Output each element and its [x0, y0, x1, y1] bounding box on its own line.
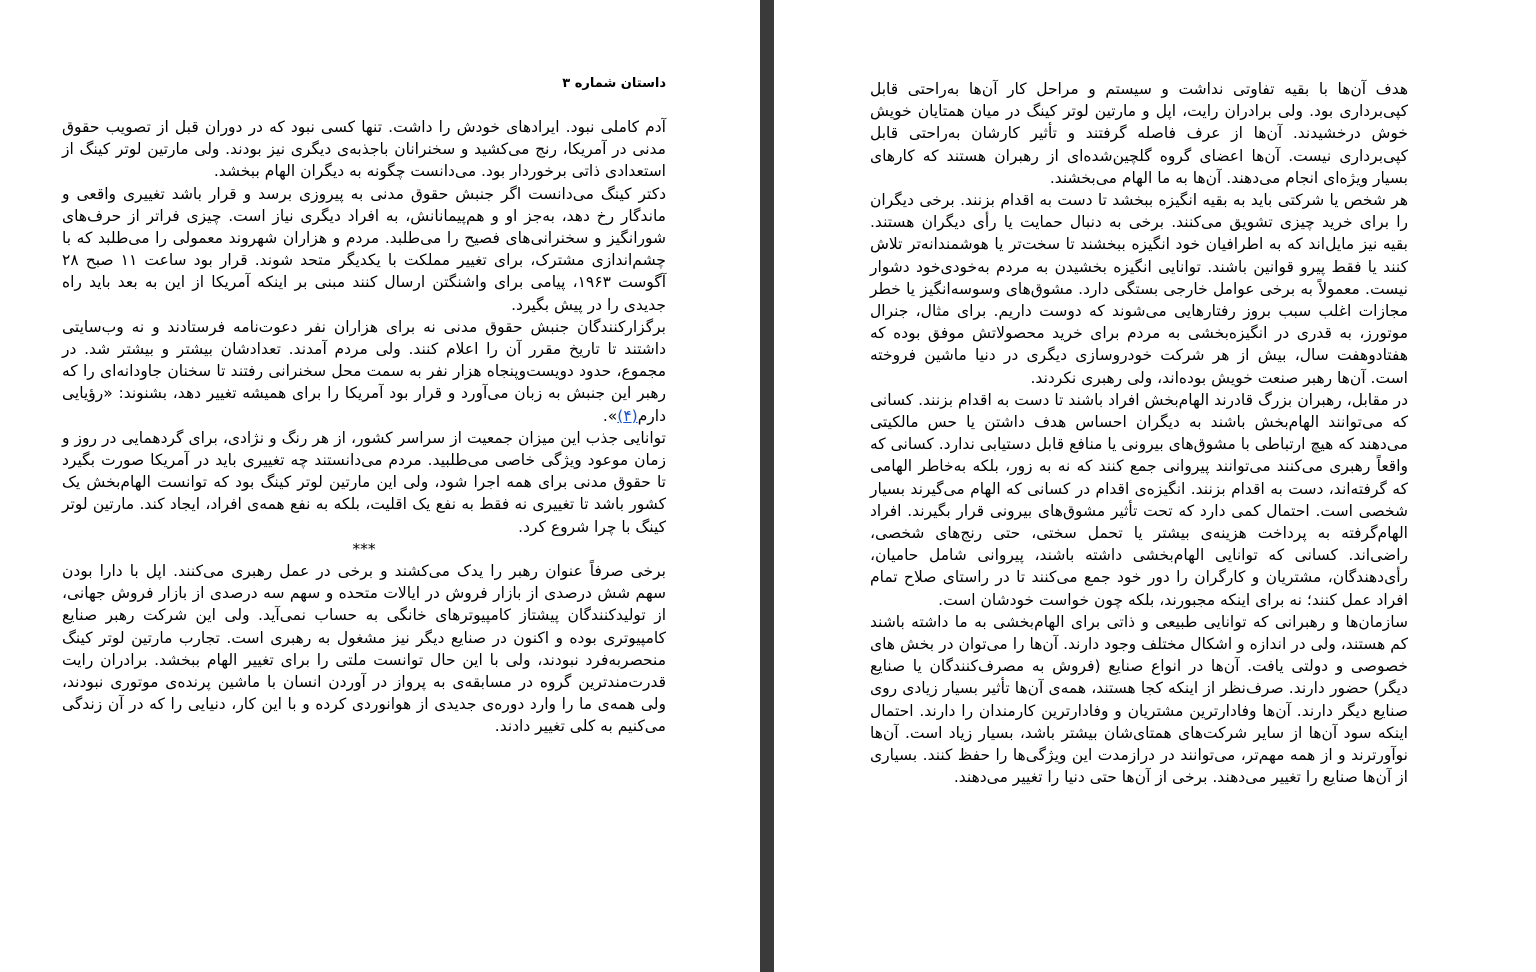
paragraph: هر شخص یا شرکتی باید به بقیه انگیزه ببخشد تا دست به اقدام بزنند. برخی دیگران را برای خرید چیزی تشویق می‌کنند. برخی به دنبال حمایت یا رأی دیگران هستند. بقیه نیز مایل‌اند که به اطرافیان خود انگیزه ببخشند تا سخت‌تر یا هوشمندانه‌تر تلاش کنند یا فقط پیرو قوانین باشند. توانایی انگیزه بخشیدن به مردم به‌خودی‌خود دشوار نیست. معمولاً به برخی عوامل خارجی بستگی دارد. مشوق‌های وسوسه‌انگیز یا خطر مجازات اغلب سبب بروز رفتارهایی می‌شوند که دوست داریم. برای مثال، جنرال موتورز، به قدری در انگیزه‌بخشی به مردم برای خرید محصولاتش موفق بوده که هفتادوهفت سال، بیش از هر شرکت خودروسازی دیگری در دنیا ماشین فروخته است. آن‌ها رهبر صنعت خویش بوده‌اند، ولی رهبری نکردند. — [870, 191, 1408, 387]
page-header: داستان شماره ۳ — [562, 76, 666, 91]
paragraph: برخی صرفاً عنوان رهبر را یدک می‌کشند و برخی در عمل رهبری می‌کنند. اپل با دارا بودن سهم شش درصدی از بازار فروش در ایالات متحده و سهم سه درصدی از بازار فروش جهانی، از تولیدکنندگان پیشتاز کامپیوترهای خانگی به حساب نمی‌آید. ولی این شرکت رهبر صنایع کامپیوتری بوده و اکنون در صنایع دیگر نیز مشغول به رهبری است. تجارب مارتین لوتر کینگ منحصربه‌فرد نبودند، ولی با این حال توانست ملتی را برای تغییر الهام ببخشد. برادران رایت قدرت‌مندترین گروه در مسابقه‌ی به پرواز در آوردن انسان با ماشین پرنده‌ی موتوری نبودند، ولی همه‌ی ما را وارد دوره‌ی جدیدی از هوانوردی کرده و با این کار، دنیایی را که در آن زندگی می‌کنیم به کلی تغییر دادند. — [62, 562, 666, 736]
paragraph: دکتر کینگ می‌دانست اگر جنبش حقوق مدنی به پیروزی برسد و قرار باشد تغییری واقعی و ماندگار رخ دهد، به‌جز او و هم‌پیمانانش، به افراد دیگری نیاز است. چیزی فراتر از حرف‌های شورانگیز و سخنرانی‌های فصیح را می‌طلبد. مردم و هزاران شهروند معمولی را می‌طلبد که با چشم‌اندازی مشترک، برای تغییر مملکت با یکدیگر متحد شوند. قرار بود ساعت ۱۱ صبح ۲۸ آگوست ۱۹۶۳، پیامی برای واشنگتن ارسال کنند مبنی بر اینکه آمریکا از این به بعد باید راه جدیدی را در پیش بگیرد. — [62, 184, 667, 314]
left-page — [0, 0, 760, 972]
section-separator: *** — [352, 539, 376, 558]
paragraph: هدف آن‌ها با بقیه تفاوتی نداشت و سیستم و مراحل کار آن‌ها به‌راحتی قابل کپی‌برداری بود. ولی برادران رایت، اپل و مارتین لوتر کینگ در میان همتایان خویش خوش درخشیدند. آن‌ها از عرف فاصله گرفتند و تأثیر کارشان به‌راحتی قابل کپی‌برداری نیست. آن‌ها اعضای گروه گلچین‌شده‌ای از رهبران هستند که کارهای بسیار ویژه‌ای انجام می‌دهند. آن‌ها به ما الهام می‌بخشند. — [870, 80, 1408, 187]
left-page-text — [62, 116, 666, 738]
paragraph-with-footnote — [62, 316, 666, 427]
footnote-link[interactable]: (۴) — [617, 406, 638, 425]
page-gutter — [760, 0, 774, 972]
paragraph: آدم کاملی نبود. ایرادهای خودش را داشت. تنها کسی نبود که در دوران قبل از تصویب حقوق مدنی در آمریکا، رنج می‌کشید و سخنرانان باجذبه‌ی دیگری نیز بودند. ولی مارتین لوتر کینگ از استعدادی ذاتی برخوردار بود. می‌دانست چگونه به دیگران الهام ببخشد. — [62, 118, 666, 181]
paragraph-text: برگزارکنندگان جنبش حقوق مدنی نه برای هزاران نفر دعوت‌نامه فرستادند و نه وب‌سایتی داشتند تا تاریخ مقرر آن را اعلام کنند. ولی مردم آمدند. تعدادشان بیشتر و بیشتر شد. در مجموع، حدود دویست‌وپنجاه هزار نفر به سمت محل سخنرانی رفتند تا سخنان جاودانه‌ای را که رهبر این جنبش به زبان می‌آورد و قرار بود آمریکا را برای همیشه تغییر دهد، بشنوند: «رؤیایی دارم — [62, 317, 666, 425]
paragraph: سازمان‌ها و رهبرانی که توانایی طبیعی و ذاتی برای الهام‌بخشی به ما داشته باشند کم هستند، ولی در اندازه و اشکال مختلف وجود دارند. آن‌ها را می‌توان در بخش های خصوصی و دولتی یافت. آن‌ها در انواع صنایع (فروش به مصرف‌کنندگان یا صنایع دیگر) حضور دارند. صرف‌نظر از اینکه کجا هستند، همه‌ی آن‌ها تأثیر بسیار زیادی روی صنایع دیگر دارند. آن‌ها وفادارترین مشتریان و وفادارترین کارمندان را دارند. احتمال اینکه سود آن‌ها از سایر شرکت‌های همتای‌شان بیشتر باشد، بسیار زیاد است. آن‌ها نوآورترند و از همه مهم‌تر، می‌توانند در درازمدت این ویژگی‌ها را حفظ کنند. بسیاری از آن‌ها صنایع را تغییر می‌دهند. برخی از آن‌ها حتی دنیا را تغییر می‌دهند. — [870, 612, 1408, 787]
right-page-text — [870, 78, 1408, 789]
paragraph: توانایی جذب این میزان جمعیت از سراسر کشور، از هر رنگ و نژادی، برای گردهمایی در روز و زمان موعود ویژگی خاصی می‌طلبید. مردم می‌دانستند چه تغییری باید در آمریکا صورت بگیرد تا حقوق مدنی برای همه اجرا شود، ولی این مارتین لوتر کینگ بود که توانست الهام‌بخش یک کشور باشد تا تغییری نه فقط به نفع یک اقلیت، بلکه به نفع همه‌ی افراد، ایجاد کند. مارتین لوتر کینگ با چرا شروع کرد. — [62, 428, 666, 536]
paragraph: در مقابل، رهبران بزرگ قادرند الهام‌بخش افراد باشند تا دست به اقدام بزنند. کسانی که می‌توانند الهام‌بخش باشند به دیگران احساس هدف داشتن یا حس مالکیتی می‌دهند که هیچ ارتباطی با مشوق‌های بیرونی یا منافع قابل دستیابی ندارد. کسانی که واقعاً رهبری می‌کنند می‌توانند پیروانی جمع کنند که نه به زور، بلکه به‌خاطر الهامی که گرفته‌اند، دست به اقدام بزنند. انگیزه‌ی اقدام در کسانی که الهام می‌گیرند بسیار شخصی است. احتمال کمی دارد که تحت تأثیر مشوق‌های بیرونی قرار بگیرند. افراد الهام‌گرفته به پرداخت هزینه‌ی بیشتر یا تحمل سختی، حتی رنج‌های شخصی، راضی‌اند. کسانی که توانایی الهام‌بخشی داشته باشند، پیروانی شامل حامیان، رأی‌دهندگان، مشتریان و کارگران را دور خود جمع می‌کنند تا در راستای صلاح تمام افراد عمل کنند؛ نه برای اینکه مجبورند، بلکه چون خواست خودشان است. — [870, 390, 1408, 609]
right-page — [774, 0, 1536, 972]
paragraph-tail: ». — [602, 406, 618, 425]
